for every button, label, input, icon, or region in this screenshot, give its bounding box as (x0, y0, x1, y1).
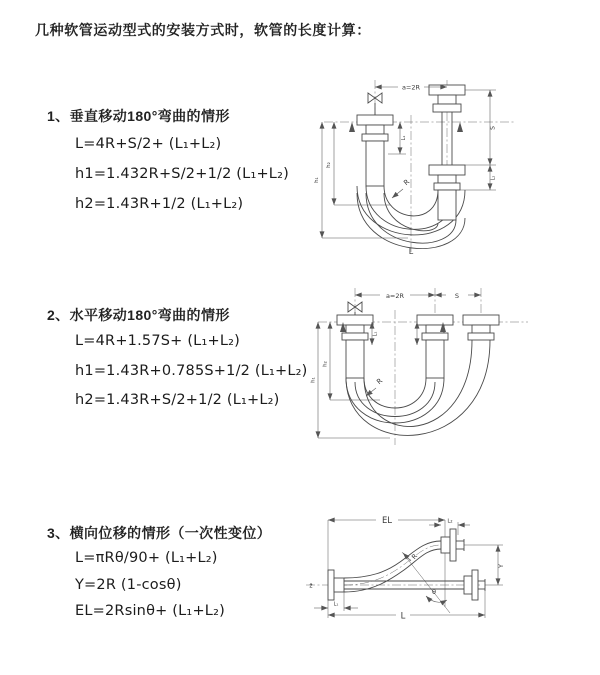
right-flange (464, 570, 485, 600)
length-label: L (408, 247, 414, 256)
dim-label-h2: h₂ (326, 162, 332, 168)
braided-hose-left (346, 340, 364, 378)
dim-label-a2r: a=2R (401, 83, 421, 92)
diagram-vertical-u-bend (310, 68, 530, 263)
left-pipe-assembly (357, 93, 393, 186)
section-3-formula-EL: EL=2Rsinθ+ (L₁+L₂) (75, 603, 225, 619)
radius-label: R (375, 376, 385, 387)
radius-label: R (402, 177, 412, 188)
braided-hose-right (438, 190, 456, 220)
braided-hose-left (366, 141, 384, 186)
dimensions (309, 516, 505, 622)
angle-theta-label: θ (432, 588, 436, 596)
dimensions (314, 84, 497, 257)
dim-label-s: S (454, 291, 460, 300)
dim-label-l1: L₁ (401, 135, 407, 141)
left-pipe-assembly (337, 302, 373, 378)
braided-hose-middle (426, 340, 444, 378)
middle-pipe-assembly (417, 315, 453, 378)
section-2-formula-h2: h2=1.43R+S/2+1/2 (L₁+L₂) (75, 392, 280, 408)
diagram-horizontal-u-bend (310, 280, 535, 455)
section-3-formula-Y: Y=2R (1-cosθ) (75, 577, 182, 593)
section-3-heading: 3、横向位移的情形（一次性变位） (47, 525, 272, 541)
dim-label-a2r: a=2R (385, 291, 405, 300)
flow-arrow-left (349, 122, 355, 132)
dim-label-h1: h₁ (310, 377, 317, 383)
section-3-formula-L: L=πRθ/90+ (L₁+L₂) (75, 550, 218, 566)
centerline-datum-label: z̄ (309, 582, 313, 590)
dim-label-l1: L₁ (372, 331, 379, 337)
radius-label: R (410, 552, 420, 562)
section-2-heading: 2、水平移动180°弯曲的情形 (47, 307, 230, 323)
dim-label-l: L (400, 611, 406, 622)
left-flange (328, 570, 344, 600)
dim-label-l2: L₂ (490, 175, 497, 181)
section-1-formula-h1: h1=1.432R+S/2+1/2 (L₁+L₂) (75, 166, 289, 182)
top-flange (441, 529, 464, 561)
section-1-heading: 1、垂直移动180°弯曲的情形 (47, 108, 230, 124)
dim-label-s: S (489, 126, 497, 130)
section-2-formula-L: L=4R+1.57S+ (L₁+L₂) (75, 333, 240, 349)
section-1-formula-L: L=4R+S/2+ (L₁+L₂) (75, 136, 222, 152)
section-2-formula-h1: h1=1.43R+0.785S+1/2 (L₁+L₂) (75, 363, 308, 379)
dim-label-h2: h₂ (322, 361, 329, 367)
centerlines (324, 80, 515, 252)
dim-label-y: Y (497, 564, 505, 568)
right-pipe-assembly (463, 315, 499, 340)
section-1-formula-h2: h2=1.43R+1/2 (L₁+L₂) (75, 196, 244, 212)
diagram-lateral-displacement (298, 500, 590, 652)
flow-arrow-right (457, 122, 463, 132)
dim-label-el: EL (381, 516, 393, 526)
dim-label-l2: L₂ (447, 518, 453, 525)
dim-label-h1: h₁ (314, 177, 320, 183)
page-title: 几种软管运动型式的安装方式时，软管的长度计算： (35, 22, 371, 38)
dim-label-l1: L₁ (333, 601, 339, 608)
hose-u-bend-shifted (346, 340, 490, 435)
